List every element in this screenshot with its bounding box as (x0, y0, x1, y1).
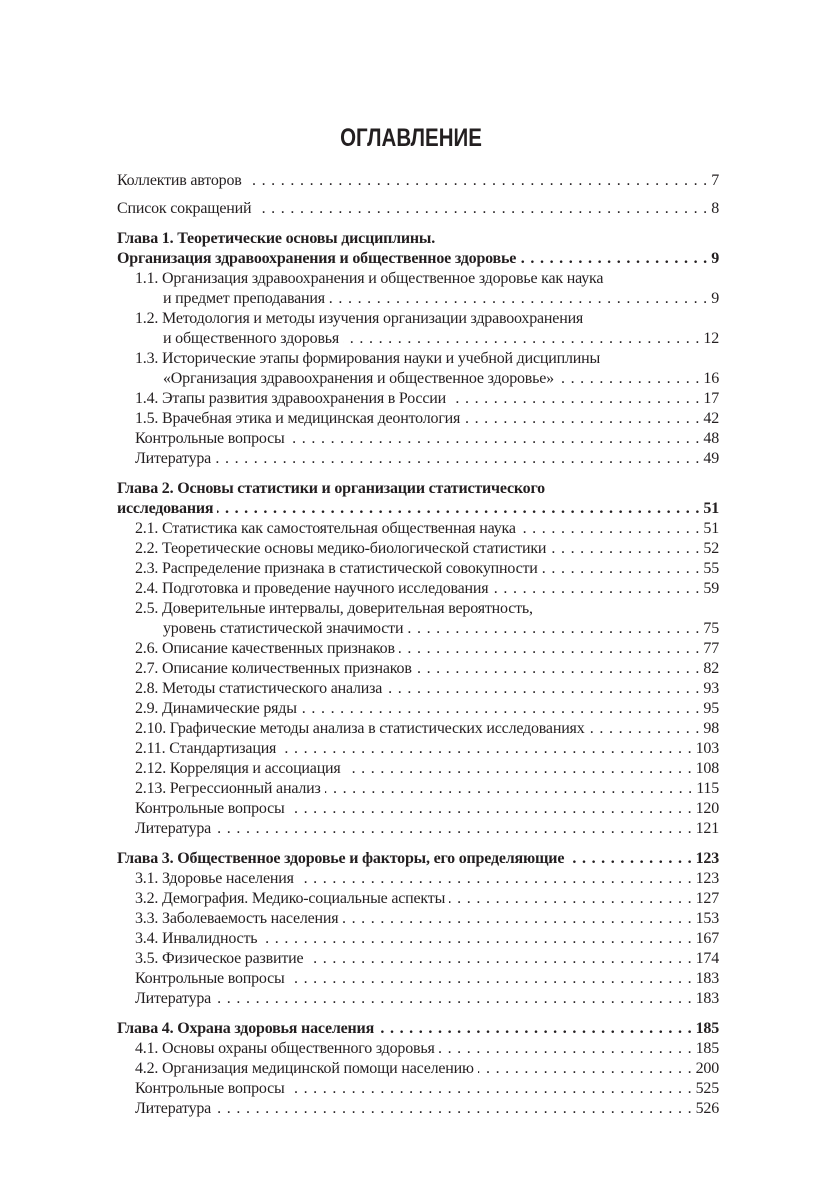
toc-section-entry[interactable] (117, 619, 719, 639)
toc-section-entry[interactable] (117, 819, 719, 839)
chapter-heading[interactable] (117, 849, 719, 869)
section-title: Контрольные вопросы (135, 430, 285, 447)
toc-page-number: 123 (695, 870, 719, 887)
toc-section-entry[interactable] (117, 429, 719, 449)
toc-page-number: 16 (703, 370, 719, 387)
toc-section-entry[interactable] (117, 869, 719, 889)
toc-page-number: 49 (703, 450, 719, 467)
toc-page-number: 59 (703, 580, 719, 597)
dot-leader (255, 199, 707, 219)
dot-leader (329, 289, 707, 309)
section-title: 2.6. Описание качественных признаков (135, 640, 395, 657)
dot-leader (450, 389, 699, 409)
toc-section-entry[interactable] (117, 449, 719, 469)
dot-leader (325, 779, 693, 799)
toc-page-number: 7 (711, 172, 719, 189)
section-title: 2.10. Графические методы анализа в статистических исследованиях (135, 720, 585, 737)
dot-leader (215, 449, 699, 469)
section-title: 2.8. Методы статистического анализа (135, 680, 383, 697)
section-title: Литература (135, 1100, 212, 1117)
toc-page-number: 9 (711, 250, 719, 267)
toc-page-number: 98 (703, 720, 719, 737)
toc-section-entry[interactable] (117, 759, 719, 779)
toc-section-entry[interactable] (117, 519, 719, 539)
chapter-4 (117, 1019, 719, 1119)
section-title: 3.4. Инвалидность (135, 930, 258, 947)
toc-page-number: 93 (703, 680, 719, 697)
toc-page-number: 200 (695, 1060, 719, 1077)
toc-section-entry[interactable] (117, 1059, 719, 1079)
chapter-title-line: Организация здравоохранения и общественное здоровье (117, 250, 517, 267)
section-title: 3.3. Заболеваемость населения (135, 910, 339, 927)
toc-section-entry[interactable] (117, 699, 719, 719)
dot-leader (464, 409, 699, 429)
section-title: 2.12. Корреляция и ассоциация (135, 760, 341, 777)
dot-leader (342, 909, 691, 929)
chapter-title: Глава 4. Охрана здоровья населения (117, 1020, 375, 1037)
section-title: 2.11. Стандартизация (135, 740, 277, 757)
dot-leader (289, 969, 692, 989)
toc-section-entry[interactable] (117, 929, 719, 949)
section-title: 3.5. Физическое развитие (135, 950, 304, 967)
dot-leader (345, 759, 692, 779)
toc-section-entry[interactable] (117, 889, 719, 909)
dot-leader (520, 249, 707, 269)
dot-leader (289, 429, 700, 449)
toc-section-entry[interactable] (117, 739, 719, 759)
toc-section-entry[interactable] (117, 659, 719, 679)
toc-section-entry[interactable] (117, 389, 719, 409)
toc-section-entry[interactable] (117, 799, 719, 819)
dot-leader (439, 1039, 692, 1059)
toc-section-entry[interactable] (117, 1079, 719, 1099)
toc-page-number: 153 (695, 910, 719, 927)
page-title: ОГЛАВЛЕНИЕ (340, 124, 482, 152)
chapter-heading[interactable] (117, 499, 719, 519)
dot-leader (298, 869, 692, 889)
chapter-title-line[interactable]: Глава 1. Теоретические основы дисциплины. (117, 230, 436, 247)
dot-leader (289, 799, 692, 819)
section-title-line: уровень статистической значимости (163, 620, 404, 637)
section-title: 3.1. Здоровье населения (135, 870, 294, 887)
toc-section-entry[interactable] (117, 949, 719, 969)
toc-section-entry[interactable] (117, 369, 719, 389)
section-title-line[interactable]: 2.5. Доверительные интервалы, доверительная вероятность, (135, 600, 533, 617)
dot-leader (589, 719, 700, 739)
toc-page-number: 17 (703, 390, 719, 407)
section-title: Литература (135, 450, 212, 467)
section-title: 3.2. Демография. Медико-социальные аспекты (135, 890, 446, 907)
toc-page-number: 75 (703, 620, 719, 637)
toc-page-number: 48 (703, 430, 719, 447)
dot-leader (215, 989, 692, 1009)
toc-page-number: 120 (695, 800, 719, 817)
toc-section-entry[interactable] (117, 539, 719, 559)
toc-section-entry[interactable] (117, 719, 719, 739)
chapter-1 (117, 229, 719, 469)
dot-leader (261, 929, 691, 949)
toc-page-number: 167 (695, 930, 719, 947)
toc-section-entry[interactable] (117, 639, 719, 659)
toc-page-number: 123 (695, 850, 719, 867)
chapter-2 (117, 479, 719, 839)
toc-section-entry[interactable] (117, 989, 719, 1009)
toc-page-number: 95 (703, 700, 719, 717)
section-title-line[interactable]: 1.3. Исторические этапы формирования науки и учебной дисциплины (135, 350, 601, 367)
toc-section-entry[interactable] (117, 289, 719, 309)
toc-section-entry[interactable] (117, 1039, 719, 1059)
section-title-line[interactable]: 1.1. Организация здравоохранения и общественное здоровье как наука (135, 270, 604, 287)
dot-leader (399, 639, 700, 659)
chapter-3 (117, 849, 719, 1009)
section-title: Литература (135, 990, 212, 1007)
section-title: Контрольные вопросы (135, 1080, 285, 1097)
toc-page-number: 174 (695, 950, 719, 967)
section-title: 2.9. Динамические ряды (135, 700, 297, 717)
toc-section-entry[interactable] (117, 969, 719, 989)
table-of-contents (117, 171, 719, 1119)
dot-leader (478, 1059, 692, 1079)
dot-leader (558, 369, 699, 389)
section-title: 2.4. Подготовка и проведение научного исследования (135, 580, 489, 597)
dot-leader (215, 819, 692, 839)
section-title-line: и предмет преподавания (163, 290, 325, 307)
section-title: 2.1. Статистика как самостоятельная общественная наука (135, 520, 516, 537)
toc-section-entry[interactable] (117, 329, 719, 349)
section-title: 1.4. Этапы развития здравоохранения в России (135, 390, 446, 407)
toc-section-entry[interactable] (117, 1099, 719, 1119)
toc-entry-authors[interactable] (117, 171, 719, 191)
toc-section-entry[interactable] (117, 779, 719, 799)
toc-page-number: 185 (695, 1020, 719, 1037)
dot-leader (378, 1019, 692, 1039)
chapter-title: Глава 3. Общественное здоровье и факторы, его определяющие (117, 850, 565, 867)
section-title: 2.7. Описание количественных признаков (135, 660, 412, 677)
dot-leader (492, 579, 699, 599)
dot-leader (550, 539, 699, 559)
toc-entry-label: Список сокращений (117, 200, 252, 217)
section-title-line[interactable]: 1.2. Методология и методы изучения организации здравоохранения (135, 310, 584, 327)
toc-page-number: 121 (695, 820, 719, 837)
chapter-title-line: исследования (117, 500, 214, 517)
dot-leader (416, 659, 700, 679)
toc-page-number: 526 (695, 1100, 719, 1117)
section-title-line: и общественного здоровья (163, 330, 340, 347)
dot-leader (280, 739, 691, 759)
toc-page-number: 115 (696, 780, 719, 797)
toc-page-number: 8 (711, 200, 719, 217)
toc-entry-label: Коллектив авторов (117, 172, 242, 189)
dot-leader (215, 1099, 692, 1119)
toc-page-number: 42 (703, 410, 719, 427)
toc-page-number: 51 (703, 520, 719, 537)
dot-leader (217, 499, 699, 519)
toc-page-number: 55 (703, 560, 719, 577)
section-title: 1.5. Врачебная этика и медицинская деонтология (135, 410, 461, 427)
dot-leader (289, 1079, 692, 1099)
chapter-heading[interactable] (117, 249, 719, 269)
toc-page-number: 51 (703, 500, 719, 517)
toc-page-number: 183 (695, 990, 719, 1007)
section-title: 2.2. Теоретические основы медико-биологической статистики (135, 540, 547, 557)
dot-leader (246, 171, 708, 191)
toc-page-number: 525 (695, 1080, 719, 1097)
toc-section-entry[interactable] (117, 409, 719, 429)
dot-leader (449, 889, 691, 909)
toc-page-number: 9 (711, 290, 719, 307)
toc-section-entry[interactable] (117, 679, 719, 699)
toc-page-number: 52 (703, 540, 719, 557)
toc-entry-abbreviations[interactable] (117, 199, 719, 219)
toc-page-number: 82 (703, 660, 719, 677)
toc-page-number: 103 (695, 740, 719, 757)
toc-page-number: 77 (703, 640, 719, 657)
section-title-line: «Организация здравоохранения и общественное здоровье» (163, 370, 554, 387)
dot-leader (343, 329, 699, 349)
dot-leader (520, 519, 700, 539)
dot-leader (568, 849, 691, 869)
dot-leader (542, 559, 700, 579)
toc-page-number: 185 (695, 1040, 719, 1057)
dot-leader (301, 699, 700, 719)
chapter-heading[interactable] (117, 1019, 719, 1039)
dot-leader (386, 679, 699, 699)
section-title: 4.1. Основы охраны общественного здоровья (135, 1040, 435, 1057)
section-title: Литература (135, 820, 212, 837)
toc-section-entry[interactable] (117, 909, 719, 929)
toc-section-entry[interactable] (117, 559, 719, 579)
section-title: 2.3. Распределение признака в статистической совокупности (135, 560, 538, 577)
chapter-title-line[interactable]: Глава 2. Основы статистики и организации статистического (117, 480, 545, 497)
toc-page-number: 12 (703, 330, 719, 347)
section-title: Контрольные вопросы (135, 800, 285, 817)
toc-section-entry[interactable] (117, 579, 719, 599)
section-title: Контрольные вопросы (135, 970, 285, 987)
dot-leader (307, 949, 691, 969)
toc-page-number: 127 (695, 890, 719, 907)
section-title: 4.2. Организация медицинской помощи населению (135, 1060, 474, 1077)
toc-page-number: 108 (695, 760, 719, 777)
section-title: 2.13. Регрессионный анализ (135, 780, 321, 797)
dot-leader (407, 619, 699, 639)
toc-page-number: 183 (695, 970, 719, 987)
